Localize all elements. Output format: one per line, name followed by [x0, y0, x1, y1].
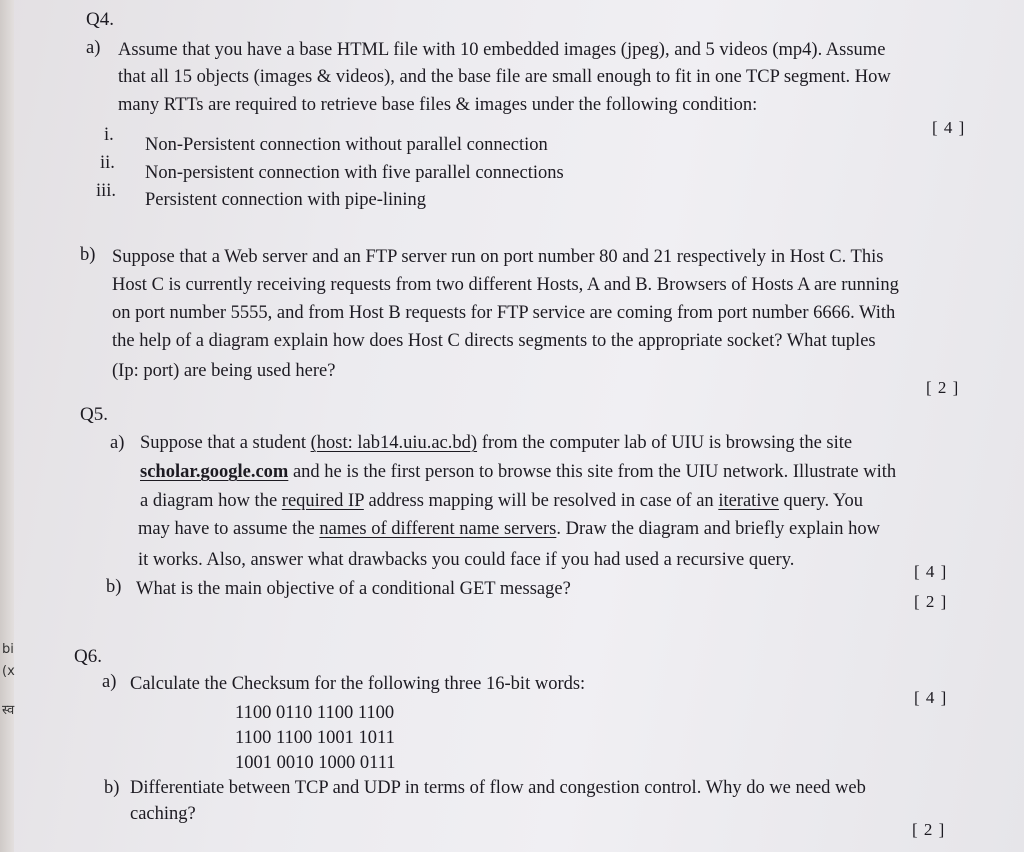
question-label: Q5. — [80, 404, 108, 425]
site-name: scholar.google.com — [140, 462, 289, 482]
marks-label: [ 2 ] — [926, 378, 960, 397]
page-edge — [0, 0, 14, 852]
marks-label: [ 2 ] — [914, 592, 948, 611]
list-item: Non-persistent connection with five parallel connections — [145, 163, 564, 183]
part-marker: b) — [106, 577, 122, 597]
list-number: iii. — [96, 181, 117, 201]
question-text-line: a diagram how the required IP address mapping will be resolved in case of an iterative query. You — [140, 491, 864, 511]
part-marker: b) — [80, 245, 96, 265]
question-text-line: it works. Also, answer what drawbacks you could face if you had used a recursive query. — [138, 550, 795, 570]
margin-fragment: bi — [2, 642, 14, 657]
question-text-line: What is the main objective of a conditional GET message? — [136, 579, 571, 599]
question-text-line: Host C is currently receiving requests from two different Hosts, A and B. Browsers of Hosts A are running — [112, 275, 899, 295]
list-number: i. — [104, 125, 114, 145]
question-text-line: Calculate the Checksum for the following three 16-bit words: — [130, 674, 586, 694]
question-text-line: (Ip: port) are being used here? — [112, 361, 336, 381]
question-text-line: the help of a diagram explain how does Host C directs segments to the appropriate socket? What tuples — [112, 331, 876, 351]
question-text-line: many RTTs are required to retrieve base files & images under the following condition: — [118, 95, 758, 115]
binary-word: 1001 0010 1000 0111 — [235, 753, 396, 773]
binary-word: 1100 1100 1001 1011 — [235, 728, 395, 748]
margin-fragment: (x — [2, 664, 15, 679]
question-label: Q6. — [74, 646, 102, 667]
question-text-line: Suppose that a student (host: lab14.uiu.ac.bd) from the computer lab of UIU is browsing the site — [140, 433, 853, 453]
question-label: Q4. — [86, 9, 114, 30]
binary-word: 1100 0110 1100 1100 — [235, 703, 395, 723]
margin-fragment: स्व — [2, 703, 15, 718]
part-marker: a) — [102, 672, 117, 692]
list-item: Persistent connection with pipe-lining — [145, 190, 427, 210]
part-marker: a) — [110, 433, 125, 453]
question-text-line: Differentiate between TCP and UDP in terms of flow and congestion control. Why do we need web — [130, 778, 866, 798]
marks-label: [ 4 ] — [914, 562, 948, 581]
question-text-line: scholar.google.com and he is the first person to browse this site from the UIU network. Illustrate with — [140, 462, 897, 482]
question-text-line: Assume that you have a base HTML file with 10 embedded images (jpeg), and 5 videos (mp4). Assume — [118, 40, 886, 60]
part-marker: b) — [104, 778, 120, 798]
part-marker: a) — [86, 38, 101, 58]
question-text-line: on port number 5555, and from Host B requests for FTP service are coming from port number 6666. With — [112, 303, 896, 323]
marks-label: [ 4 ] — [932, 118, 966, 137]
marks-label: [ 2 ] — [912, 820, 946, 839]
question-text-line: caching? — [130, 804, 196, 824]
list-number: ii. — [100, 153, 115, 173]
question-text-line: Suppose that a Web server and an FTP server run on port number 80 and 21 respectively in Host C. This — [112, 247, 884, 267]
question-text-line: that all 15 objects (images & videos), and the base file are small enough to fit in one TCP segment. How — [118, 67, 891, 87]
marks-label: [ 4 ] — [914, 688, 948, 707]
list-item: Non-Persistent connection without parallel connection — [145, 135, 548, 155]
question-text-line: may have to assume the names of different name servers. Draw the diagram and briefly explain how — [138, 519, 880, 539]
host-name: (host: lab14.uiu.ac.bd) — [310, 433, 478, 453]
